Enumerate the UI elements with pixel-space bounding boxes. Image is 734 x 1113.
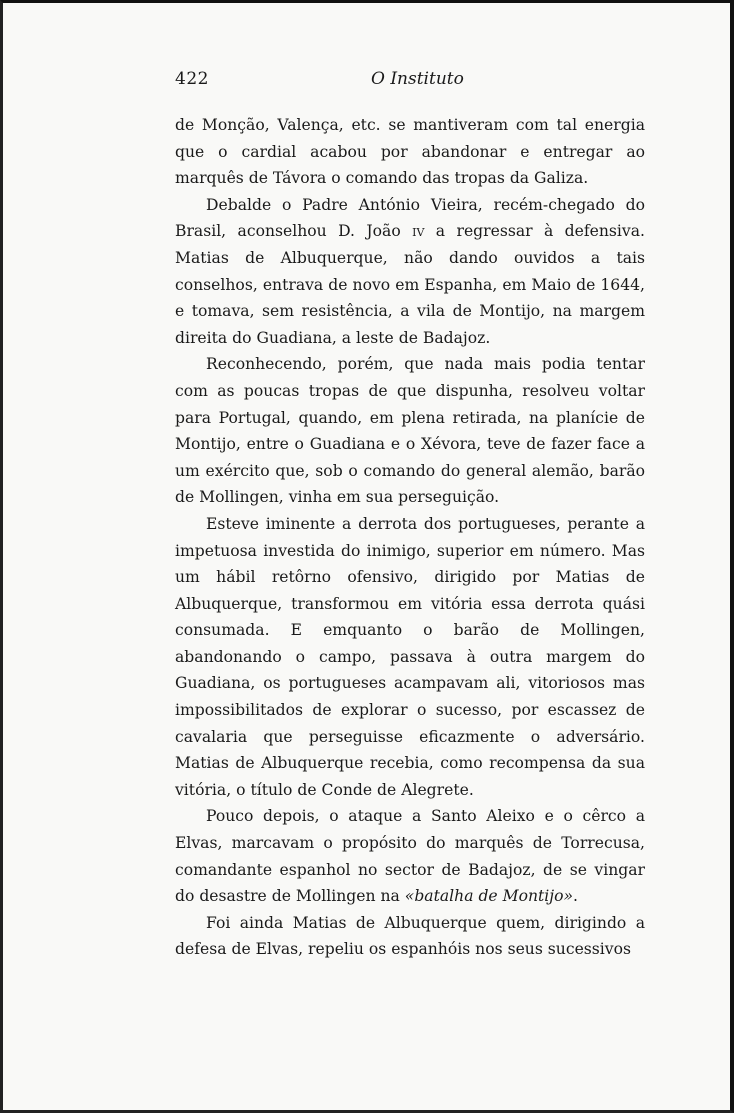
page-header bbox=[175, 69, 645, 93]
battle-name: «batalha de Montijo» bbox=[404, 887, 574, 906]
page-number: 422 bbox=[175, 69, 209, 89]
body-text bbox=[175, 112, 645, 963]
paragraph-text: Debalde o Padre António Vieira, recém-chegado do Brasil, aconselhou D. João bbox=[175, 195, 645, 241]
paragraph bbox=[175, 351, 645, 511]
regnal-numeral: iv bbox=[412, 222, 425, 241]
paragraph bbox=[175, 192, 645, 352]
paragraph-text: . bbox=[573, 887, 578, 906]
paragraph bbox=[175, 511, 645, 804]
running-title: O Instituto bbox=[371, 69, 464, 89]
paragraph-text: Pouco depois, o ataque a Santo Aleixo e o cêrco a Elvas, marcavam o propósito do marquês de Torrecusa, comandante espanhol no sector de Badajoz, de se vingar do desastre de Mollingen na bbox=[175, 807, 645, 906]
paragraph-text: a regressar à defensiva. Matias de Albuquerque, não dando ouvidos a tais conselhos, entrava de novo em Espanha, em Maio de 1644, e tomava, sem resistência, a vila de Montijo, na margem direita do Guadiana, a leste de Badajoz. bbox=[175, 222, 645, 347]
paragraph bbox=[175, 910, 645, 963]
paragraph-text: Esteve iminente a derrota dos portugueses, perante a impetuosa investida do inimigo, superior em número. Mas um hábil retôrno ofensivo, dirigido por Matias de Albuquerque, transformou em vitória essa derrota quási consumada. E emquanto o barão de Mollingen, abandonando o campo, passava à outra margem do Guadiana, os portugueses acampavam ali, vitoriosos mas impossibilitados de explorar o sucesso, por escassez de cavalaria que perseguisse eficazmente o adversário. Matias de Albuquerque recebia, como recompensa da sua vitória, o título de Conde de Alegrete. bbox=[175, 514, 645, 799]
paragraph-continuation bbox=[175, 112, 645, 192]
paragraph-text: de Monção, Valença, etc. se mantiveram com tal energia que o cardial acabou por abandonar e entregar ao marquês de Távora o comando das tropas da Galiza. bbox=[175, 116, 645, 188]
paragraph bbox=[175, 803, 645, 909]
paragraph-text: Foi ainda Matias de Albuquerque quem, dirigindo a defesa de Elvas, repeliu os espanhóis nos seus sucessivos bbox=[175, 913, 645, 959]
paragraph-text: Reconhecendo, porém, que nada mais podia tentar com as poucas tropas de que dispunha, resolveu voltar para Portugal, quando, em plena retirada, na planície de Montijo, entre o Guadiana e o Xévora, teve de fazer face a um exército que, sob o comando do general alemão, barão de Mollingen, vinha em sua perseguição. bbox=[175, 355, 645, 507]
